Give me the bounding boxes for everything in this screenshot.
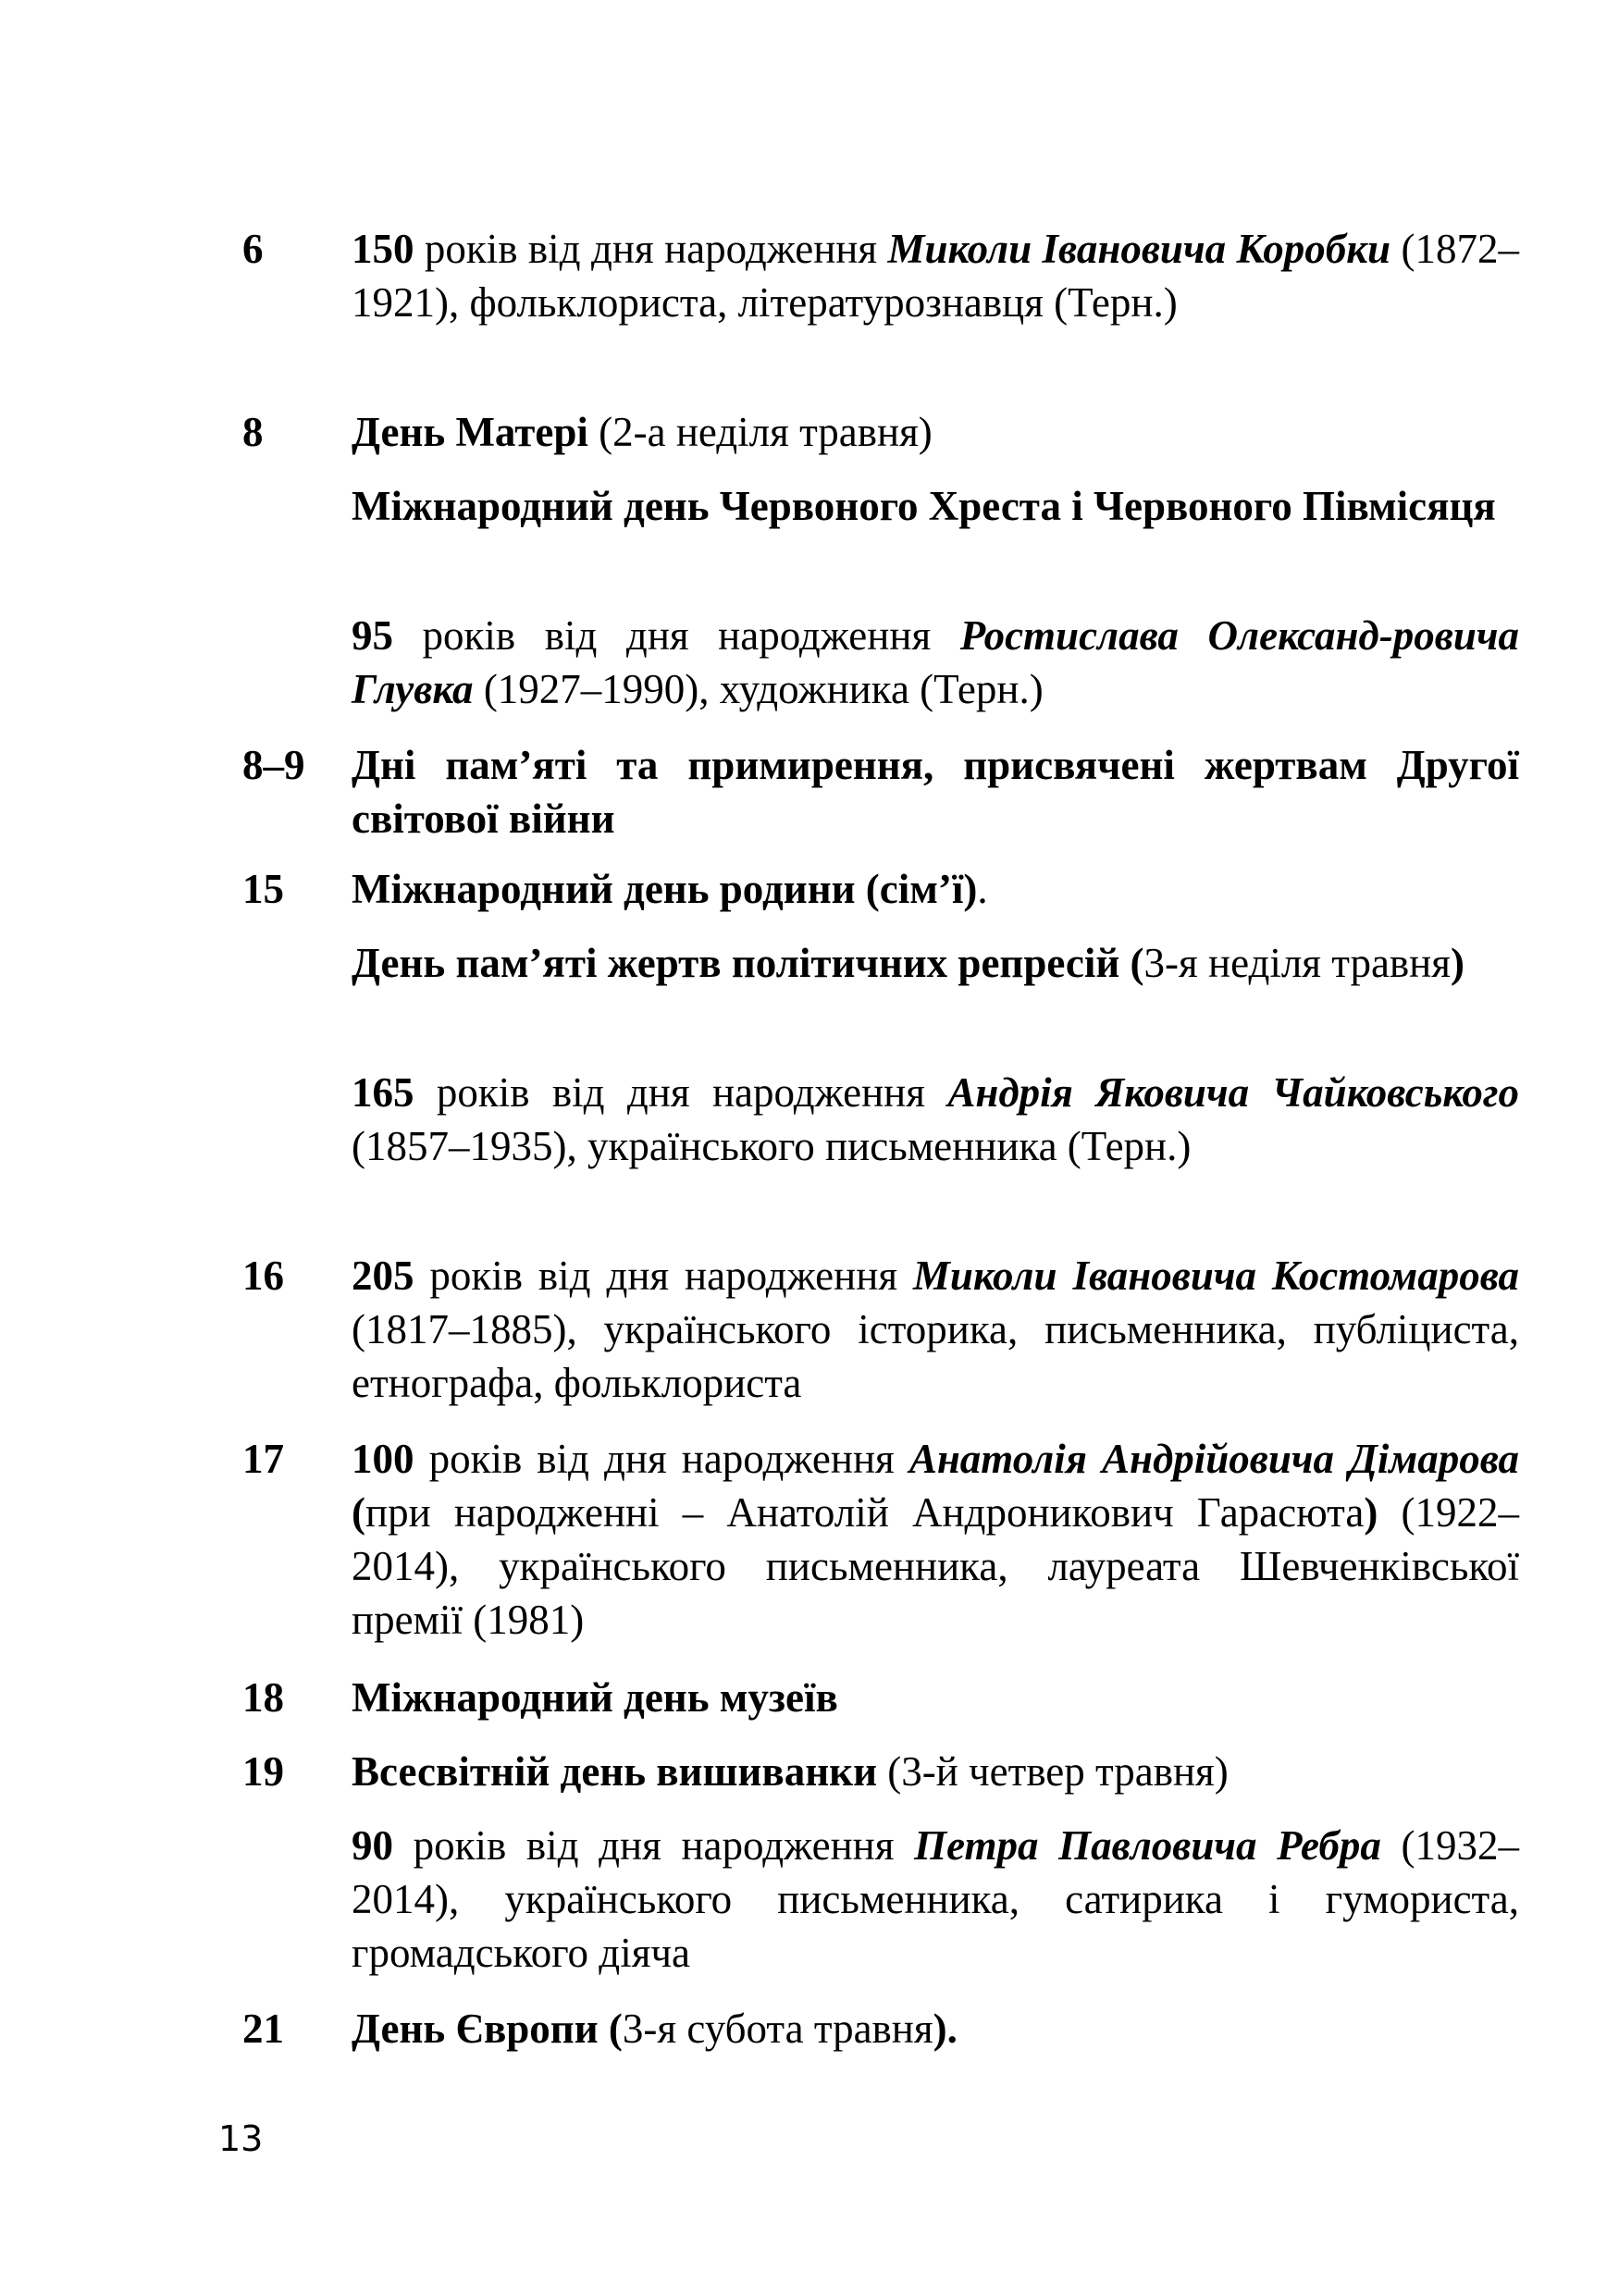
person-name: Андрія Яковича Чайковського (947, 1069, 1520, 1116)
page-number: 13 (218, 2118, 264, 2159)
calendar-entry (242, 405, 1519, 459)
plain-text: . (977, 866, 988, 912)
calendar-entry (242, 1745, 1519, 1798)
bold-text: День Матері (352, 409, 588, 455)
entry-date: 19 (242, 1748, 284, 1795)
calendar-entry (242, 222, 1519, 329)
person-name: Ростислава Олександ-ровича Глувка (352, 612, 1519, 712)
plain-text: років від дня народження (414, 1069, 948, 1116)
plain-text: (1857–1935), українського письменника (Терн.) (352, 1123, 1192, 1169)
entry-text (352, 222, 1519, 329)
entry-text (352, 2002, 1519, 2055)
entry-text (352, 1671, 1519, 1724)
entry-date: 16 (242, 1253, 284, 1299)
bold-text: ) (1450, 940, 1465, 986)
person-name: Петра Павловича Ребра (914, 1822, 1381, 1869)
plain-text: років від дня народження (414, 226, 888, 272)
plain-text: років від дня народження (414, 1436, 909, 1482)
plain-text: років від дня народження (393, 612, 960, 659)
calendar-entry (242, 1432, 1519, 1647)
bold-text: ) (1364, 1489, 1378, 1536)
entry-date: 8–9 (242, 742, 305, 788)
plain-text: (1927–1990), художника (Терн.) (473, 666, 1044, 712)
plain-text: (1932–2014), українського письменника, сатирика і гумориста, громадського діяча (352, 1822, 1519, 1976)
plain-text: при народженні – Анатолій Андроникович Гарасюта (365, 1489, 1365, 1536)
bold-text: Всесвітній день вишиванки (352, 1748, 877, 1795)
calendar-entry (242, 2002, 1519, 2055)
bold-text: Дні пам’яті та примирення, присвячені жертвам Другої світової війни (352, 742, 1519, 842)
bold-text: ). (933, 2006, 958, 2052)
bold-text: 150 (352, 226, 414, 272)
calendar-entry (352, 609, 1519, 716)
entry-text (352, 1249, 1519, 1410)
plain-text: 3-я субота травня (622, 2006, 933, 2052)
bold-text: 205 (352, 1253, 414, 1299)
plain-text: 3-я неділя травня (1143, 940, 1451, 986)
person-name: Миколи Івановича Коробки (887, 226, 1391, 272)
entry-text (352, 862, 1519, 916)
bold-text: Міжнародний день родини (сім’ї) (352, 866, 978, 912)
entry-text (352, 1066, 1519, 1173)
plain-text: років від дня народження (393, 1822, 915, 1869)
plain-text: (1872–1921), фольклориста, літературознавця (Терн.) (352, 226, 1519, 326)
calendar-entry (242, 862, 1519, 916)
calendar-entry (242, 1671, 1519, 1724)
person-name: Анатолія Андрійовича Дімарова (908, 1436, 1519, 1482)
plain-text: років від дня народження (414, 1253, 913, 1299)
plain-text: (3-й четвер травня) (877, 1748, 1229, 1795)
calendar-entry (352, 1066, 1519, 1173)
entry-text (352, 405, 1519, 459)
calendar-entry (242, 1249, 1519, 1410)
plain-text: (1817–1885), українського історика, письменника, публіциста, етнографа, фольклориста (352, 1306, 1519, 1406)
entry-date: 18 (242, 1674, 284, 1721)
bold-text: День пам’яті жертв політичних репресій ( (352, 940, 1144, 986)
entry-text (352, 936, 1519, 990)
calendar-entry (242, 738, 1519, 846)
entry-date: 8 (242, 409, 264, 455)
bold-text: Міжнародний день Червоного Хреста і Червоного Півмісяця (352, 483, 1496, 529)
entry-date: 21 (242, 2006, 284, 2052)
calendar-entry (352, 479, 1519, 533)
entry-text (352, 1819, 1519, 1980)
bold-text: 90 (352, 1822, 393, 1869)
bold-text: День Європи ( (352, 2006, 623, 2052)
entry-date: 6 (242, 226, 264, 272)
person-name: Миколи Івановича Костомарова (912, 1253, 1519, 1299)
bold-text: 95 (352, 612, 393, 659)
entry-text (352, 738, 1519, 846)
entry-text (352, 479, 1519, 533)
entry-text (352, 609, 1519, 716)
entry-text (352, 1745, 1519, 1798)
bold-text: Міжнародний день музеїв (352, 1674, 838, 1721)
bold-text: ( (352, 1489, 365, 1536)
entry-date: 15 (242, 866, 284, 912)
bold-text: 100 (352, 1436, 414, 1482)
calendar-entry (352, 1819, 1519, 1980)
plain-text: (1922–2014), українського письменника, лауреата Шевченківської премії (1981) (352, 1489, 1519, 1643)
entry-text (352, 1432, 1519, 1647)
plain-text: (2-а неділя травня) (587, 409, 933, 455)
calendar-entry (352, 936, 1519, 990)
bold-text: 165 (352, 1069, 414, 1116)
entry-date: 17 (242, 1436, 284, 1482)
